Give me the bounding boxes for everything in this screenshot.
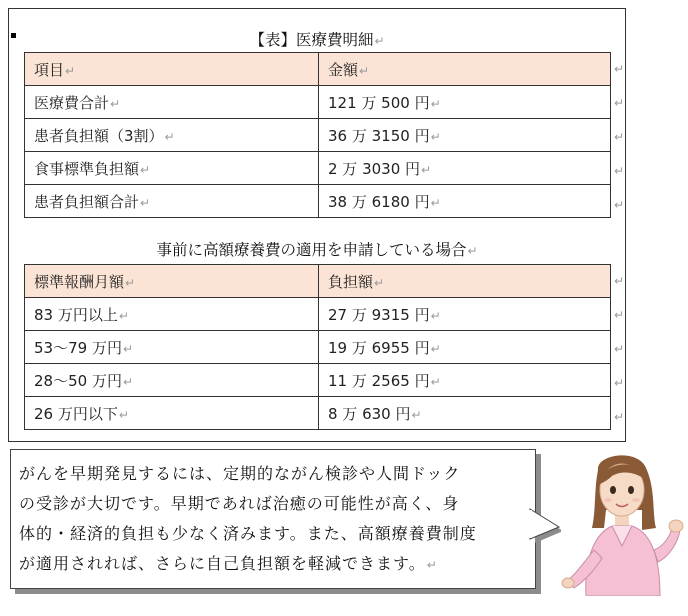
table-header-row <box>25 53 611 86</box>
table-cell: 38 万 6180 円↵ <box>319 185 611 218</box>
paragraph-mark-icon: ↵ <box>614 376 625 390</box>
paragraph-mark-icon: ↵ <box>140 162 151 177</box>
paragraph-mark-icon: ↵ <box>421 162 432 177</box>
table-row <box>25 331 611 364</box>
paragraph-mark-icon: ↵ <box>614 274 625 288</box>
paragraph-mark-icon: ↵ <box>118 407 129 422</box>
table2-caption: 事前に高額療養費の適用を申請している場合↵ <box>156 241 478 259</box>
high-cost-benefit-table <box>24 264 611 430</box>
table-row <box>25 119 611 152</box>
table-cell: 患者負担額合計↵ <box>25 185 319 218</box>
paragraph-mark-icon: ↵ <box>614 62 625 76</box>
table-row <box>25 185 611 218</box>
table-cell: 26 万円以下↵ <box>25 397 319 430</box>
paragraph-mark-icon: ↵ <box>359 63 370 78</box>
table-cell: 11 万 2565 円↵ <box>319 364 611 397</box>
paragraph-mark-icon: ↵ <box>614 342 625 356</box>
table-row <box>25 86 611 119</box>
table-cell: 8 万 630 円↵ <box>319 397 611 430</box>
table-header-cell: 金額↵ <box>319 53 611 86</box>
paragraph-mark-icon: ↵ <box>430 195 441 210</box>
paragraph-mark-icon: ↵ <box>430 129 441 144</box>
table-cell: 27 万 9315 円↵ <box>319 298 611 331</box>
table-cell: 患者負担額（3割）↵ <box>25 119 319 152</box>
speech-pointer <box>529 505 561 545</box>
paragraph-mark-icon: ↵ <box>614 308 625 322</box>
table-cell: 83 万円以上↵ <box>25 298 319 331</box>
medical-expense-table <box>24 52 611 218</box>
paragraph-mark-icon: ↵ <box>122 341 134 356</box>
paragraph-mark-icon: ↵ <box>164 129 175 144</box>
table-cell: 食事標準負担額↵ <box>25 152 319 185</box>
paragraph-mark-icon: ↵ <box>374 34 385 48</box>
table-header-cell: 項目↵ <box>25 53 319 86</box>
table-header-cell: 負担額↵ <box>319 265 611 298</box>
table-cell: 53〜79 万円↵ <box>25 331 319 364</box>
paragraph-mark-icon: ↵ <box>614 164 625 178</box>
paragraph-mark-icon: ↵ <box>614 130 625 144</box>
paragraph-mark-icon: ↵ <box>430 96 441 111</box>
paragraph-mark-icon: ↵ <box>614 410 625 424</box>
woman-illustration <box>560 450 684 596</box>
table-row <box>25 152 611 185</box>
paragraph-mark-icon: ↵ <box>65 63 76 78</box>
paragraph-mark-icon: ↵ <box>426 558 438 572</box>
table-header-row <box>25 265 611 298</box>
table-cell: 121 万 500 円↵ <box>319 86 611 119</box>
table-cell: 医療費合計↵ <box>25 86 319 119</box>
table-cell: 19 万 6955 円↵ <box>319 331 611 364</box>
paragraph-mark-icon: ↵ <box>374 275 385 290</box>
paragraph-mark-icon: ↵ <box>140 195 151 210</box>
speech-text: がんを早期発見するには、定期的ながん検診や人間ドック の受診が大切です。早期であれば治癒の可能性が高く、身 体的・経済的負担も少なく済みます。また、高額療養費制度 が適用されれば、さらに自己負担額を軽減できます。↵ <box>19 464 477 573</box>
table-row <box>25 364 611 397</box>
table-cell: 2 万 3030 円↵ <box>319 152 611 185</box>
paragraph-mark-icon: ↵ <box>122 374 134 389</box>
paragraph-mark-icon: ↵ <box>467 244 478 258</box>
table-row <box>25 298 611 331</box>
paragraph-mark-icon: ↵ <box>614 96 625 110</box>
paragraph-mark-icon: ↵ <box>614 198 625 212</box>
table-header-cell: 標準報酬月額↵ <box>25 265 319 298</box>
table1-caption: 【表】医療費明細↵ <box>249 31 385 49</box>
paragraph-mark-icon: ↵ <box>118 308 129 323</box>
table-row <box>25 397 611 430</box>
bullet-icon <box>11 33 16 38</box>
paragraph-mark-icon: ↵ <box>411 407 422 422</box>
table-cell: 28〜50 万円↵ <box>25 364 319 397</box>
paragraph-mark-icon: ↵ <box>430 374 441 389</box>
paragraph-mark-icon: ↵ <box>125 275 136 290</box>
speech-bubble <box>10 449 536 589</box>
paragraph-mark-icon: ↵ <box>430 308 441 323</box>
paragraph-mark-icon: ↵ <box>110 96 121 111</box>
table-cell: 36 万 3150 円↵ <box>319 119 611 152</box>
paragraph-mark-icon: ↵ <box>430 341 441 356</box>
